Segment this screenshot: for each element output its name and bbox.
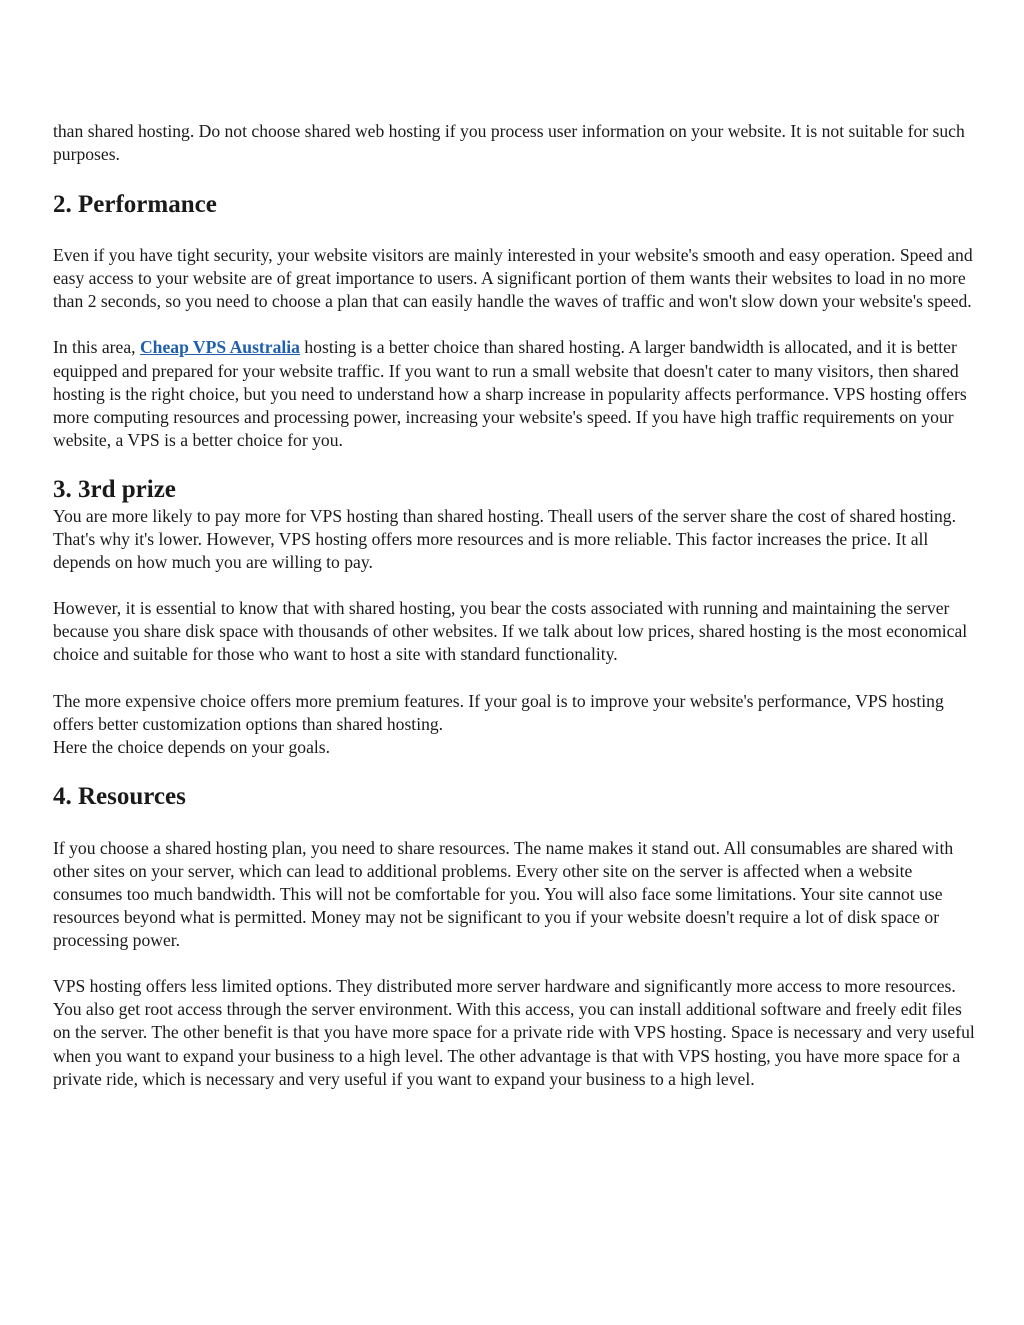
paragraph-spacer (53, 667, 978, 690)
performance-paragraph-2-lead: In this area, (53, 337, 140, 358)
resources-paragraph-2: VPS hosting offers less limited options. They distributed more server hardware and significantly more access to more resources. You also get root access through the server environment. With this access, you can install additional software and freely edit files on the server. The other benefit is that you have more space for a private ride with VPS hosting. Space is necessary and very useful when you want to expand your business to a high level. The other advantage is that with VPS hosting, you have more space for a private ride, which is necessary and very useful if you want to expand your business to a high level. (53, 976, 975, 1089)
performance-paragraph-2-rest: hosting is a better choice than shared hosting. A larger bandwidth is allocated, and it is better equipped and prepared for your website traffic. If you want to run a small website that doesn't cater to many visitors, then shared hosting is the right choice, but you need to understand how a sharp increase in popularity affects performance. VPS hosting offers more computing resources and processing power, increasing your website's speed. If you have high traffic requirements on your website, a VPS is a better choice for you. (53, 337, 967, 450)
cheap-vps-australia-link[interactable]: Cheap VPS Australia (139, 337, 300, 358)
paragraph-spacer (53, 952, 978, 975)
prize-paragraph-1: You are more likely to pay more for VPS hosting than shared hosting. Theall users of the server share the cost of shared hosting. That's why it's lower. However, VPS hosting offers more resources and is more reliable. This factor increases the price. It all depends on how much you are willing to pay. (53, 505, 956, 573)
intro-continuation-paragraph: than shared hosting. Do not choose shared web hosting if you process user information on your website. It is not suitable for such purposes. (53, 121, 965, 165)
prize-paragraph-3: The more expensive choice offers more premium features. If your goal is to improve your website's performance, VPS hosting offers better customization options than shared hosting. (53, 690, 944, 734)
resources-heading: 4. Resources (53, 782, 186, 810)
paragraph-spacer (53, 313, 978, 336)
prize-heading: 3. 3rd prize (53, 475, 176, 503)
performance-paragraph-1: Even if you have tight security, your website visitors are mainly interested in your website's smooth and easy operation. Speed and easy access to your website are of great importance to users. A significant portion of them wants their websites to load in no more than 2 seconds, so you need to choose a plan that can easily handle the waves of traffic and won't slow down your website's speed. (53, 245, 973, 312)
resources-paragraph-1: If you choose a shared hosting plan, you need to share resources. The name makes it stand out. All consumables are shared with other sites on your server, which can lead to additional problems. Every other site on the server is affected when a website consumes too much bandwidth. This will not be comfortable for you. You will also face some limitations. Your site cannot use resources beyond what is permitted. Money may not be significant to you if your website doesn't require a lot of disk space or processing power. (53, 837, 954, 951)
performance-paragraph-2 (53, 336, 978, 451)
performance-heading: 2. Performance (53, 191, 217, 219)
paragraph-spacer (53, 574, 978, 597)
prize-paragraph-2: However, it is essential to know that with shared hosting, you bear the costs associated with running and maintaining the server because you share disk space with thousands of other websites. If we talk about low prices, shared hosting is the most economical choice and suitable for those who want to host a site with standard functionality. (53, 598, 968, 665)
document-page (53, 120, 978, 1091)
prize-paragraph-4: Here the choice depends on your goals. (53, 736, 331, 757)
